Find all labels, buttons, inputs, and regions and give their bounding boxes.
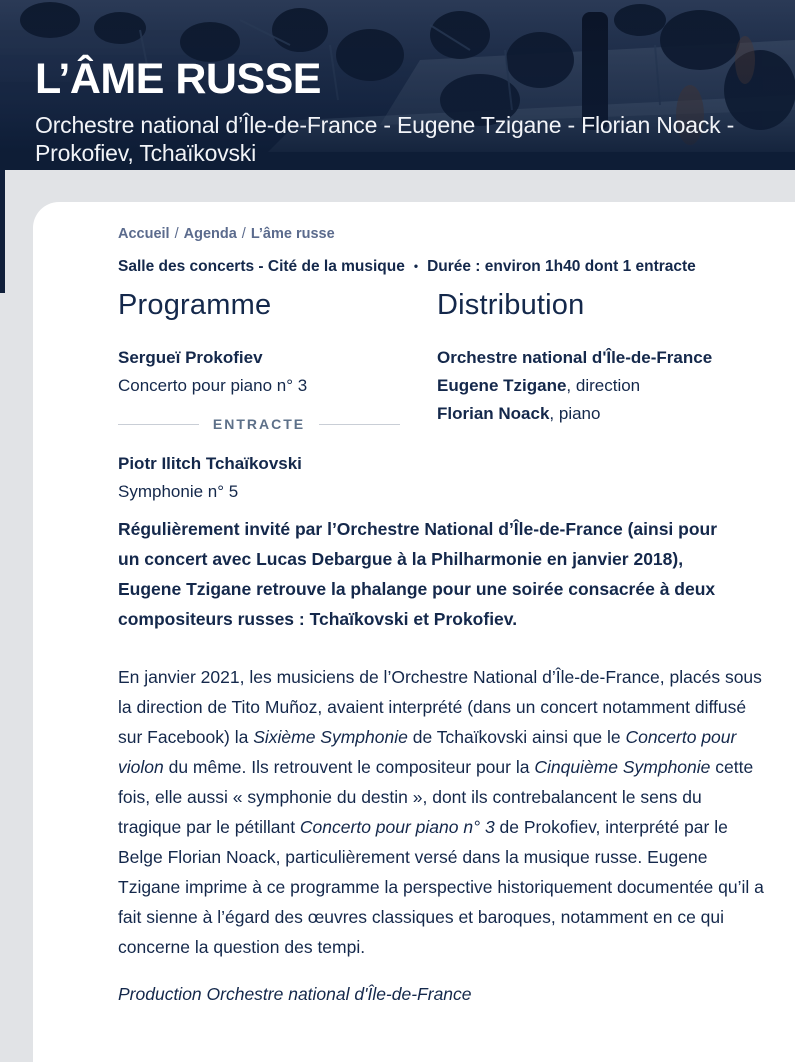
breadcrumb-agenda[interactable]: Agenda [183,226,237,242]
programme-section [118,288,437,506]
breadcrumb-current: L’âme russe [250,226,335,242]
breadcrumb-accueil[interactable]: Accueil [118,226,170,242]
production-credit: Production Orchestre national d'Île-de-France [118,984,472,1004]
programme-distribution-columns [118,288,760,506]
page-title: L’ÂME RUSSE [35,55,321,103]
event-info-bar [118,258,760,276]
intro-paragraph: Régulièrement invité par l’Orchestre National d’Île-de-France (ainsi pour un concert avec Lucas Debargue à la Philharmonie en janvier 2018), Eugene Tzigane retrouve la phalange pour une soirée consacrée à deux compositeurs russes : Tchaïkovski et Prokofiev. [118,519,718,629]
distribution-entry [437,400,742,428]
venue-label: Salle des concerts - Cité de la musique [118,258,405,275]
event-header [0,0,795,170]
page-background [0,170,795,1062]
work-title: Concerto pour piano n° 3 [118,376,308,395]
artist-name: Orchestre national d'Île-de-France [437,348,713,367]
divider-line [319,424,400,425]
distribution-entry [437,344,742,372]
breadcrumb-separator: / [174,226,179,242]
work-title: Symphonie n° 5 [118,482,239,501]
info-separator-dot: • [413,259,419,273]
duration-label: Durée : environ 1h40 dont 1 entracte [427,258,696,275]
work-composer: Sergueï Prokofiev [118,348,263,367]
entracte-label: ENTRACTE [212,416,306,432]
artist-name: Florian Noack [437,404,550,423]
artist-role: , direction [566,376,641,395]
programme-heading: Programme [118,289,272,321]
artist-name: Eugene Tzigane [437,376,567,395]
artist-role: , piano [549,404,601,423]
entracte-divider [118,416,400,432]
distribution-heading: Distribution [437,289,585,321]
left-accent-bar [0,170,5,293]
event-subtitle: Orchestre national d’Île-de-France - Eugene Tzigane - Florian Noack - Prokofiev, Tchaïkovski [35,112,735,167]
distribution-entry [437,372,742,400]
work-composer: Piotr Ilitch Tchaïkovski [118,454,302,473]
description-paragraph: En janvier 2021, les musiciens de l’Orchestre National d’Île-de-France, placés sous la direction de Tito Muñoz, avaient interprété (dans un concert notamment diffusé sur Facebook) la Sixième Symphonie de Tchaïkovski ainsi que le Concerto pour violon du même. Ils retrouvent le compositeur pour la Cinquième Symphonie cette fois, elle aussi « symphonie du destin », dont ils contrebalancent le sens du tragique par le pétillant Concerto pour piano n° 3 de Prokofiev, interprété par le Belge Florian Noack, particulièrement versé dans la musique russe. Eugene Tzigane imprime à ce programme la perspective historiquement documentée qu’il a fait sienne à l’égard des œuvres classiques et baroques, notamment en ce qui concerne la question des tempi. [118,667,764,957]
content-card [33,202,795,1062]
divider-line [118,424,199,425]
breadcrumb-separator: / [241,226,246,242]
breadcrumb [118,226,760,242]
distribution-section [437,288,742,506]
